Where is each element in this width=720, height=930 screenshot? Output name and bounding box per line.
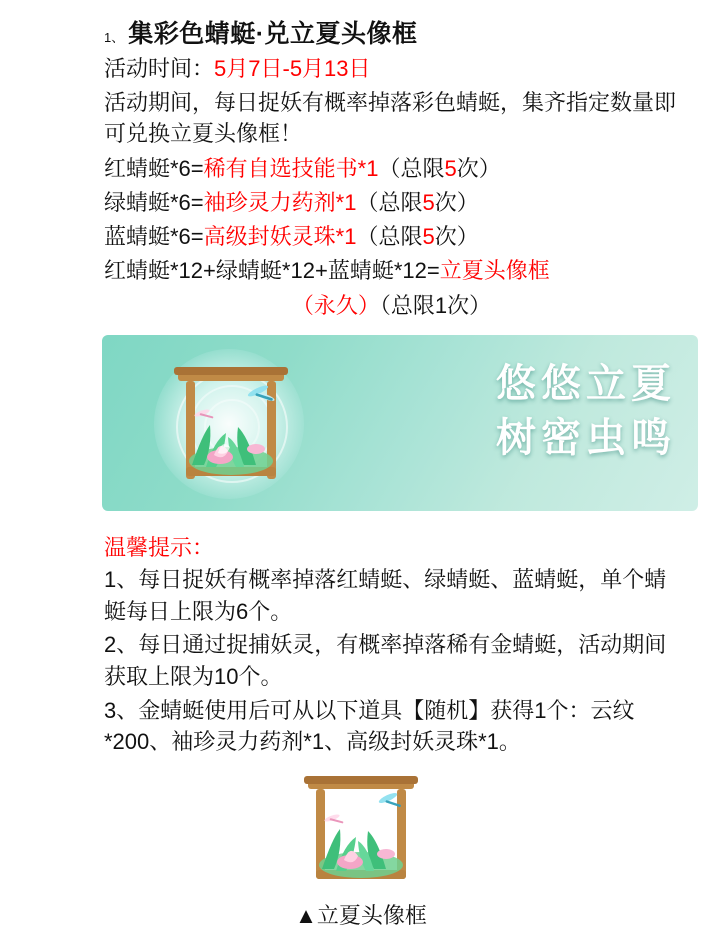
page-title (104, 14, 698, 50)
exchange-reward-blue: 高级封妖灵珠*1 (203, 224, 357, 250)
avatar-frame-sample-wrap (64, 770, 658, 895)
grand-blue: 蓝蜻蜓*12 (327, 258, 427, 284)
banner-line-2: 树密虫鸣 (496, 416, 676, 461)
tip-item-3: 3、金蜻蜓使用后可从以下道具【随机】获得1个：云纹*200、袖珍灵力药剂*1、高级封妖灵珠*1。 (104, 697, 635, 755)
exchange-limit-num-red: 5 (444, 155, 457, 181)
exchange-row-blue (104, 221, 698, 252)
event-time-value: 5月7日-5月13日 (214, 56, 371, 81)
exchange-limit-pre-red: （总限 (378, 155, 445, 181)
grand-equals: = (426, 258, 440, 284)
exchange-limit-pre-blue: （总限 (356, 224, 423, 250)
grand-reward: 立夏头像框 (439, 258, 550, 284)
exchange-limit-post-red: 次） (456, 155, 501, 181)
title-index: 1、 (104, 30, 125, 45)
tips-title: 温馨提示： (104, 534, 215, 560)
tip-item-1: 1、每日捉妖有概率掉落红蜻蜓、绿蜻蜓、蓝蜻蜓，单个蜻蜓每日上限为6个。 (104, 566, 667, 624)
exchange-limit-num-green: 5 (422, 189, 435, 215)
grand-red: 红蜻蜓*12 (104, 258, 204, 284)
event-time-row (104, 53, 698, 84)
grand-green: 绿蜻蜓*12 (215, 258, 315, 284)
grand-limit: （总限1次） (379, 292, 492, 318)
exchange-cost-green: 绿蜻蜓*6= (104, 189, 204, 215)
banner-line-1: 悠悠立夏 (496, 361, 676, 406)
title-main: 集彩色蜻蜓·兑立夏头像框 (128, 20, 418, 48)
event-description: 活动期间，每日捉妖有概率掉落彩色蜻蜓，集齐指定数量即可兑换立夏头像框！ (104, 90, 677, 147)
grand-exchange-row (104, 255, 698, 286)
exchange-limit-num-blue: 5 (422, 224, 435, 250)
event-banner (102, 335, 698, 511)
banner-text (496, 357, 676, 466)
exchange-limit-post-green: 次） (434, 189, 479, 215)
grand-exchange-row-2 (104, 290, 679, 321)
exchange-limit-post-blue: 次） (434, 224, 479, 250)
exchange-reward-green: 袖珍灵力药剂*1 (203, 189, 357, 215)
avatar-frame-icon (172, 357, 290, 489)
exchange-limit-pre-green: （总限 (356, 189, 423, 215)
exchange-reward-red: 稀有自选技能书*1 (203, 155, 379, 181)
exchange-row-red (104, 153, 698, 184)
exchange-row-green (104, 187, 698, 218)
event-time-label: 活动时间： (104, 56, 215, 81)
exchange-cost-blue: 蓝蜻蜓*6= (104, 224, 204, 250)
avatar-frame-sample-icon (297, 770, 425, 890)
grand-reward-sub: （永久） (291, 292, 380, 318)
avatar-frame-sample (297, 770, 425, 890)
grand-plus1: + (203, 258, 216, 284)
tip-item-2: 2、每日通过捉捕妖灵，有概率掉落稀有金蜻蜓，活动期间获取上限为10个。 (104, 632, 667, 689)
grand-plus2: + (314, 258, 328, 284)
exchange-cost-red: 红蜻蜓*6= (104, 155, 204, 181)
sample-caption: ▲立夏头像框 (295, 902, 427, 928)
